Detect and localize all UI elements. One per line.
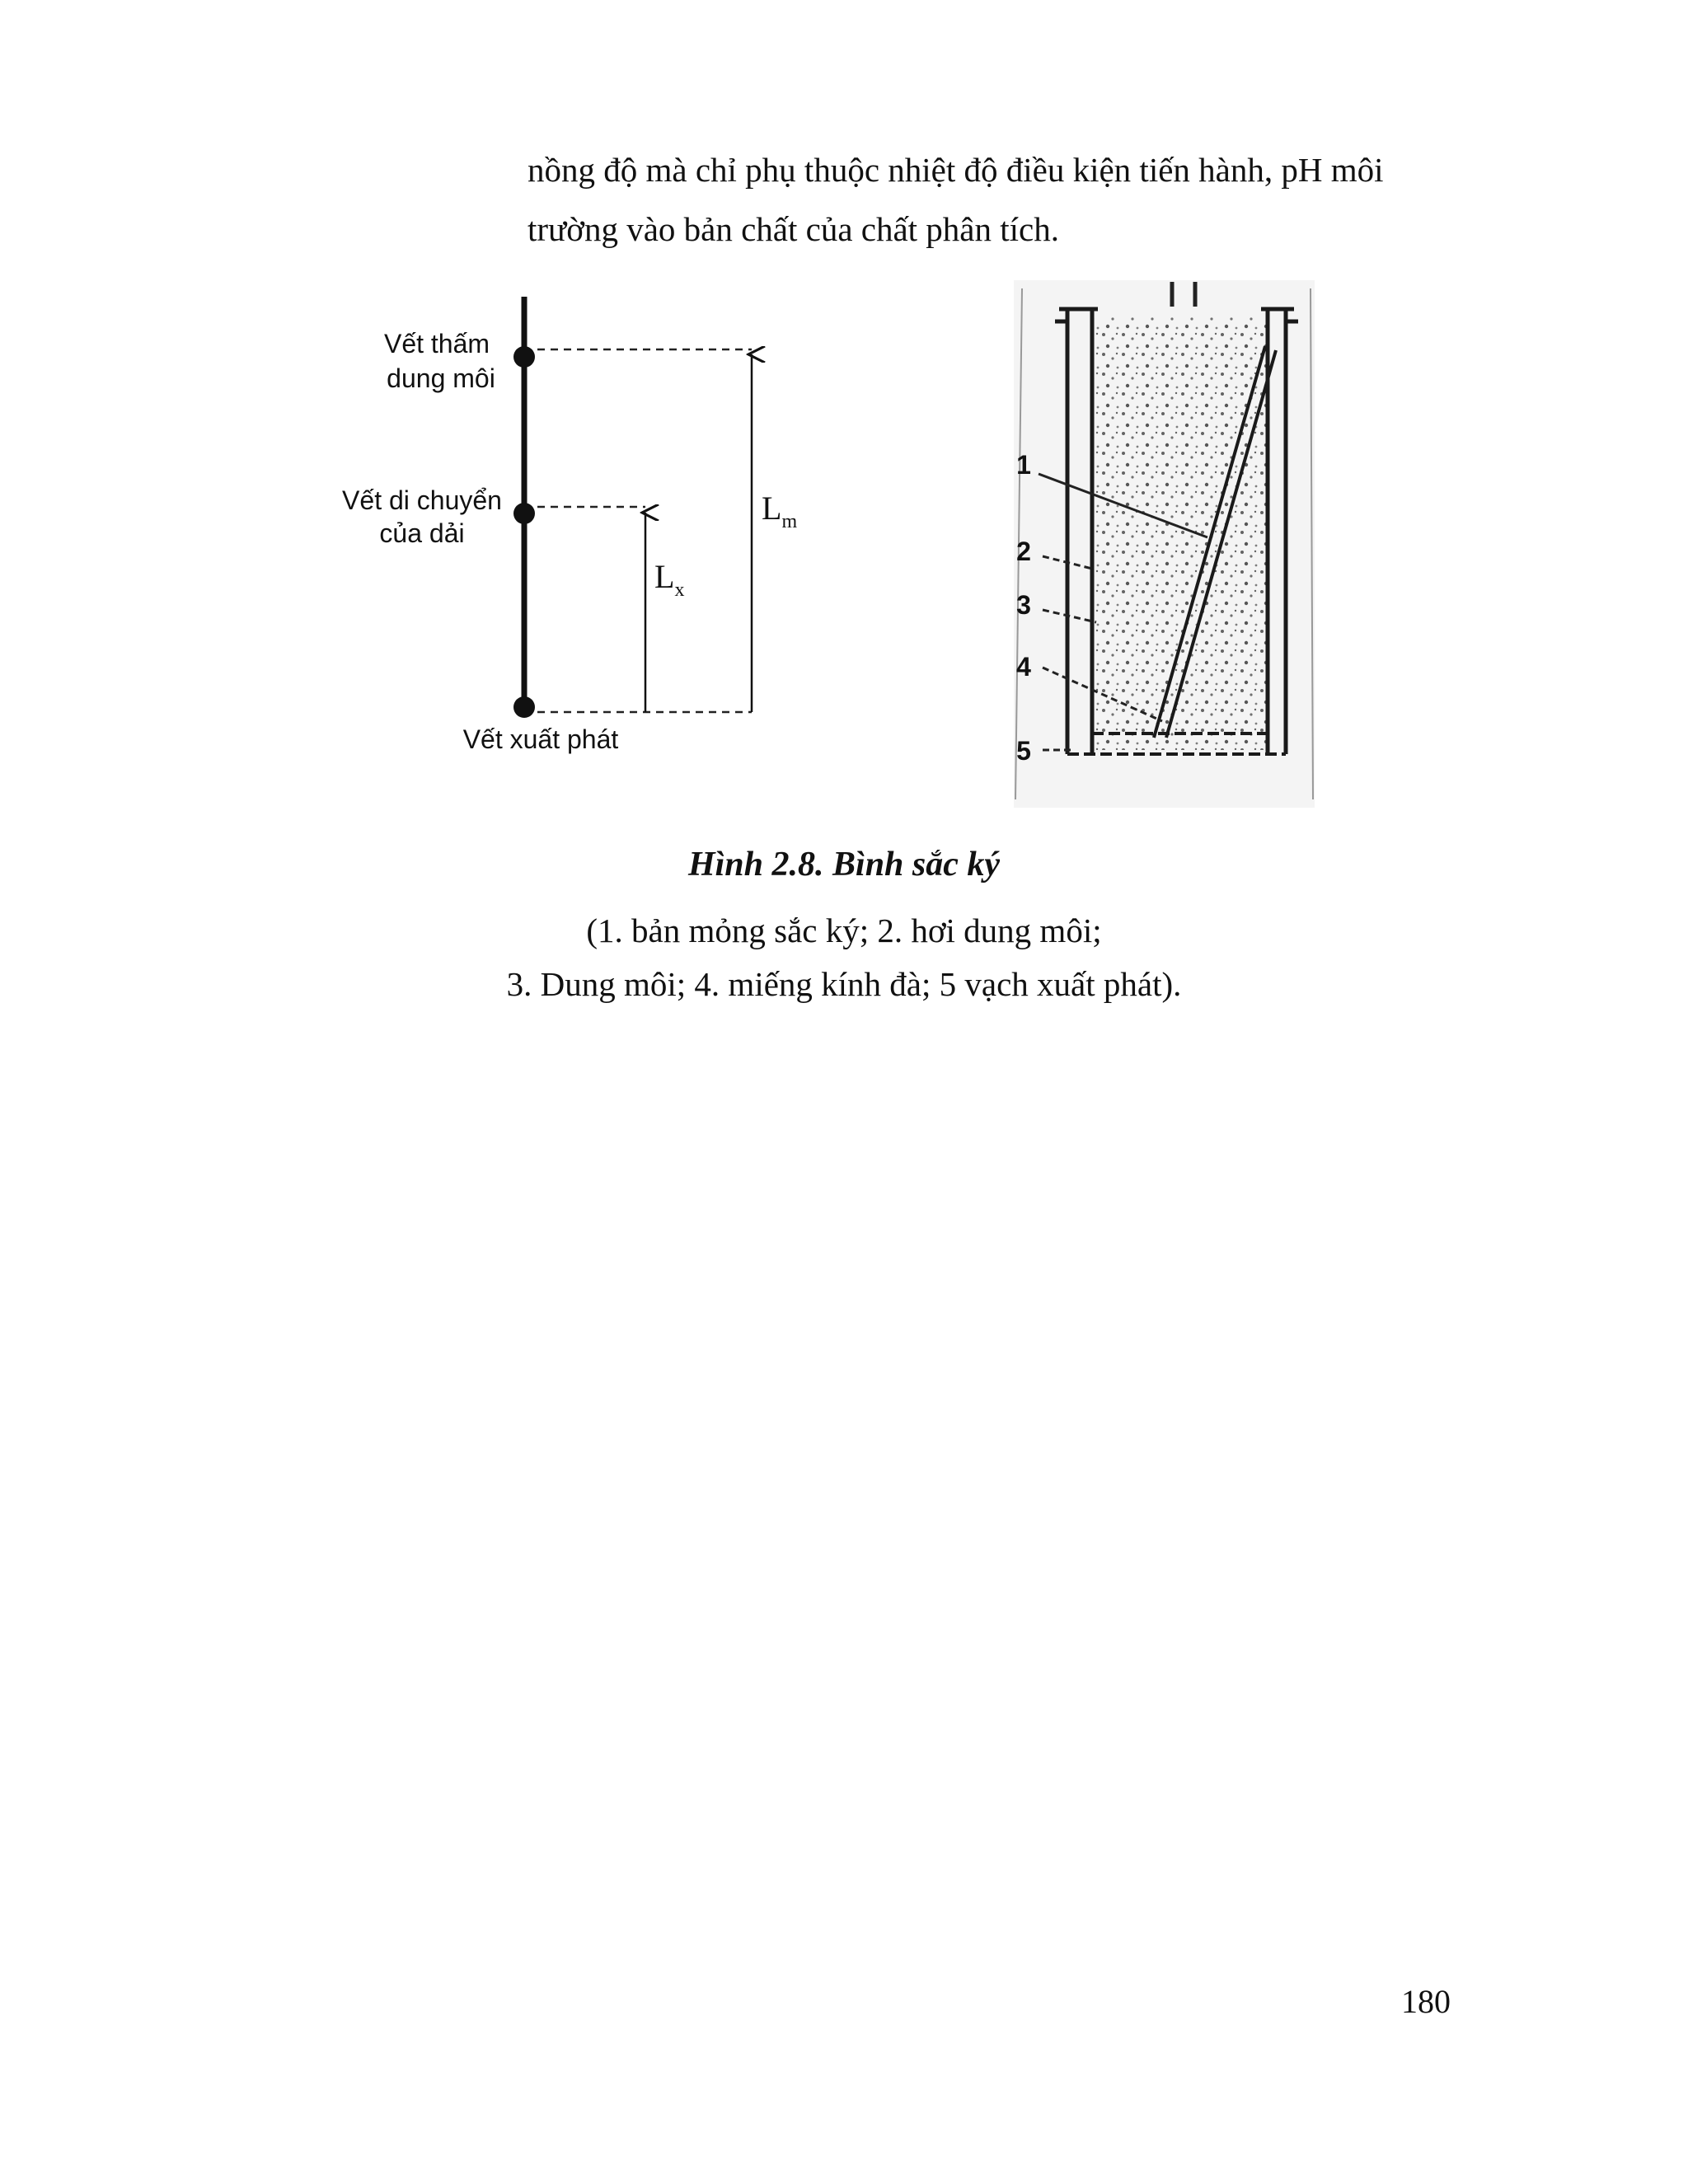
figure-caption-title: Hình 2.8. Bình sắc ký: [687, 846, 1001, 883]
tank-illustration: [1014, 280, 1315, 808]
lx-main: L: [654, 558, 675, 595]
band-dot: [513, 503, 535, 524]
label-start: Vết xuất phát: [462, 724, 619, 754]
figure-caption-line-2: 3. Dung môi; 4. miếng kính đà; 5 vạch xuất phát).: [506, 965, 1182, 1003]
lx-sub: x: [674, 579, 685, 601]
label-solvent-front-1: Vết thấm: [383, 329, 490, 359]
body-paragraph: [528, 140, 1451, 259]
label-band-1: Vết di chuyển: [342, 485, 502, 515]
label-band-2: của dải: [379, 518, 465, 548]
tank-label-2: 2: [1016, 537, 1031, 566]
tank-label-5: 5: [1016, 736, 1031, 766]
tank-label-3: 3: [1016, 590, 1031, 620]
paragraph-line-2: trường vào bản chất của chất phân tích.: [528, 210, 1059, 248]
figure-caption-line-1: (1. bản mỏng sắc ký; 2. hơi dung môi;: [586, 912, 1102, 949]
lm-main: L: [762, 490, 782, 527]
lm-label: [762, 490, 797, 532]
tank-label-4: 4: [1016, 652, 1031, 682]
lm-sub: m: [781, 511, 798, 532]
label-solvent-front-2: dung môi: [387, 363, 495, 393]
tank-label-1: 1: [1016, 450, 1031, 480]
paragraph-line-1: nồng độ mà chỉ phụ thuộc nhiệt độ điều kiện tiến hành, pH môi: [528, 151, 1384, 189]
page-number: 180: [1401, 1983, 1451, 2020]
start-dot: [513, 696, 535, 718]
lx-label: [654, 558, 684, 601]
rf-diagram: [342, 297, 797, 754]
solvent-front-dot: [513, 346, 535, 368]
figure-svg: [330, 272, 1360, 832]
figure-chromatography: [330, 272, 1360, 832]
